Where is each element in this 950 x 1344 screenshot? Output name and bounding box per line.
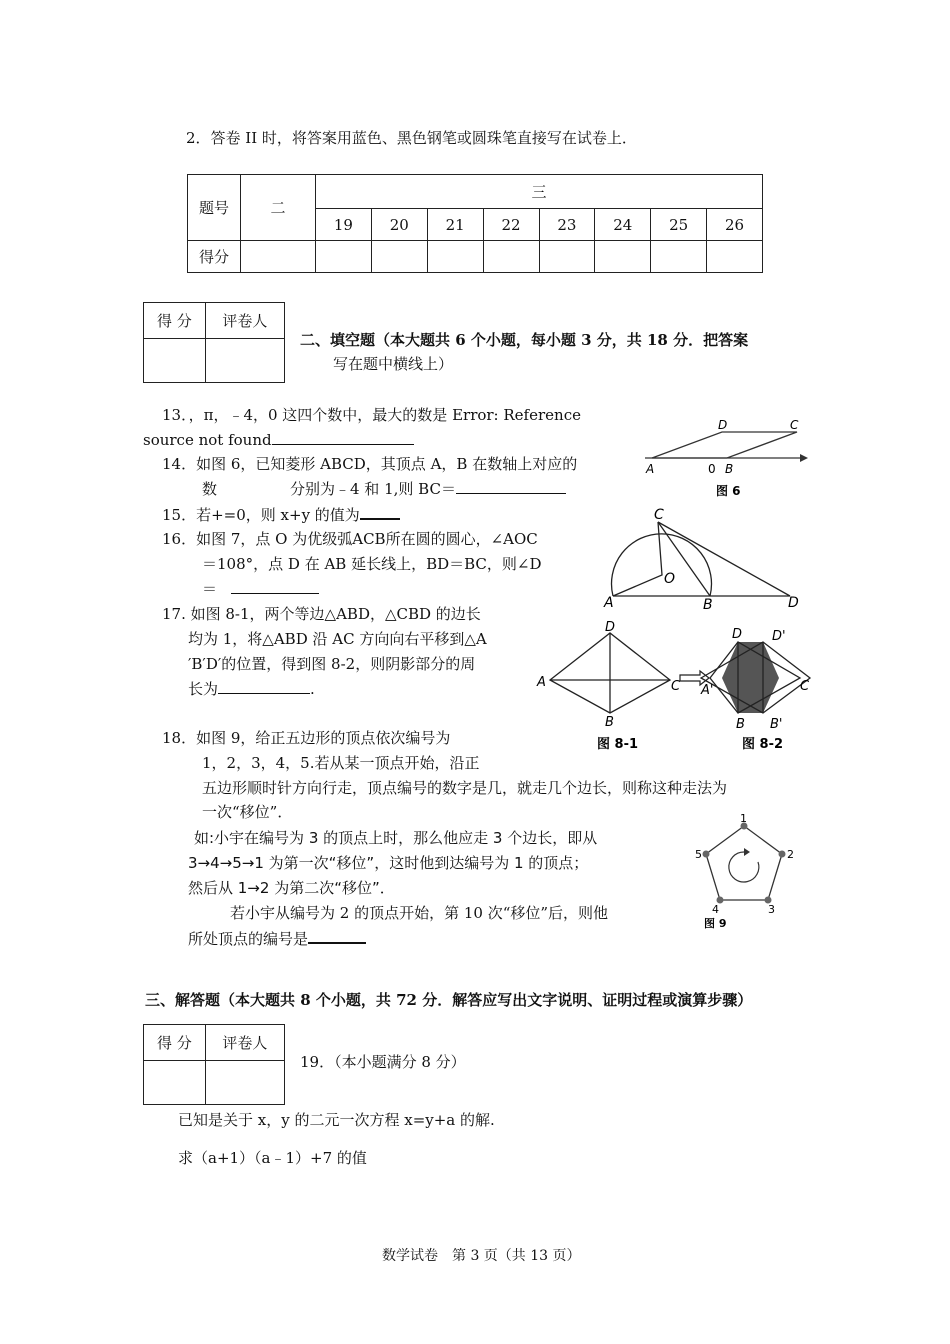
grader-name-label: 评卷人 [205, 1025, 284, 1061]
clockwise-arrow-icon [729, 852, 759, 882]
score-cell[interactable] [707, 241, 763, 273]
fig6-caption: 图 6 [716, 484, 741, 498]
grader-score-label: 得 分 [144, 1025, 206, 1061]
q16-text: ＝ [202, 580, 218, 598]
label-d: D [718, 418, 728, 432]
score-table [187, 174, 763, 273]
q17-answer-blank[interactable] [218, 677, 310, 694]
q13-answer-blank[interactable] [272, 428, 414, 445]
instruction-2: 2．答卷 II 时，将答案用蓝色、黑色钢笔或圆珠笔直接写在试卷上． [186, 129, 637, 147]
score-cell[interactable] [241, 241, 316, 273]
fig9-caption: 图 9 [704, 917, 727, 930]
score-cell[interactable] [595, 241, 651, 273]
q15-answer-blank[interactable] [360, 502, 400, 520]
score-cell[interactable] [539, 241, 595, 273]
grader-name-cell[interactable] [205, 339, 284, 383]
vertex-2 [779, 851, 786, 858]
label-5: 5 [695, 848, 702, 861]
q-number: 25 [651, 209, 707, 241]
section3-title: 三、解答题（本大题共 8 个小题，共 72 分．解答应写出文字说明、证明过程或演算步骤） [145, 991, 753, 1009]
label-b: B [725, 462, 734, 476]
label-b-prime: B' [770, 717, 783, 732]
label-4: 4 [712, 903, 719, 916]
arrow-head [744, 848, 750, 856]
q18-answer-blank[interactable] [308, 926, 366, 944]
label-1: 1 [740, 812, 747, 825]
q14-line2a: 数 [202, 480, 218, 498]
q17-text: 长为 [188, 680, 219, 698]
grader-score-label: 得 分 [144, 303, 206, 339]
label-c: C [654, 507, 664, 523]
label-a: A [604, 595, 614, 611]
q17-line4: 长为 . [188, 677, 315, 701]
grader-name-label: 评卷人 [205, 303, 284, 339]
q18-line3: 五边形顺时针方向行走，顶点编号的数字是几，就走几个边长，则称这种走法为 [202, 779, 728, 797]
q-number: 19 [316, 209, 372, 241]
figure-8 [535, 620, 815, 755]
q18-line1: 18．如图 9，给正五边形的顶点依次编号为 [162, 729, 451, 747]
q17-line1: 17. 如图 8-1，两个等边△ABD，△CBD 的边长 [162, 605, 481, 623]
label-c: C [800, 679, 810, 694]
label-b: B [736, 717, 745, 732]
label-b: B [605, 715, 614, 730]
q16-answer-blank[interactable] [231, 577, 319, 594]
q19-given: 已知是关于 x，y 的二元一次方程 x=y+a 的解. [178, 1111, 495, 1129]
q14-line1: 14．如图 6，已知菱形 ABCD，其顶点 A，B 在数轴上对应的 [162, 455, 578, 473]
q19-head: 19．（本小题满分 8 分） [300, 1053, 466, 1071]
label-d: D [788, 595, 799, 611]
grader-score-cell[interactable] [144, 339, 206, 383]
label-d-prime: D' [772, 629, 786, 644]
grader-score-cell[interactable] [144, 1061, 206, 1105]
row-label: 题号 [188, 175, 241, 241]
label-2: 2 [787, 848, 794, 861]
axis-arrow [800, 454, 808, 462]
q18-line2: 1，2，3，4，5.若从某一顶点开始，沿正 [202, 754, 480, 772]
figure-7 [600, 505, 812, 620]
q16-line1: 16．如图 7，点 O 为优级弧ACB所在圆的圆心，∠AOC [162, 530, 538, 548]
q-number: 20 [371, 209, 427, 241]
q18-ask2 [188, 926, 366, 951]
q18-ask1: 若小宇从编号为 2 的顶点开始，第 10 次“移位”后，则他 [230, 904, 609, 922]
label-d: D [605, 620, 616, 635]
q16-line3 [202, 577, 319, 601]
q13-text: source not found [143, 431, 272, 449]
grader-name-cell[interactable] [205, 1061, 284, 1105]
angle-aoc [613, 522, 662, 596]
label-c: C [671, 679, 681, 694]
q-number: 21 [427, 209, 483, 241]
score-label: 得分 [188, 241, 241, 273]
q13-line2 [143, 428, 414, 452]
section2-title-cont: 写在题中横线上） [333, 355, 454, 373]
score-cell[interactable] [371, 241, 427, 273]
q-number: 22 [483, 209, 539, 241]
q-number: 23 [539, 209, 595, 241]
figure-9 [692, 812, 802, 932]
q18-example3: 然后从 1→2 为第二次“移位”． [188, 879, 395, 897]
score-cell[interactable] [427, 241, 483, 273]
label-0: 0 [708, 462, 716, 476]
label-a: A [646, 462, 655, 476]
vertex-5 [703, 851, 710, 858]
pentagon [706, 826, 782, 900]
grader-box [143, 302, 285, 383]
q15-line1 [162, 502, 400, 527]
q-number: 24 [595, 209, 651, 241]
fig82-caption: 图 8-2 [742, 737, 784, 752]
label-a-prime: A' [701, 683, 714, 698]
label-b: B [703, 597, 713, 613]
score-cell[interactable] [316, 241, 372, 273]
page-footer: 数学试卷 第 3 页（共 13 页） [382, 1248, 581, 1264]
q14-text: 分别为﹣4 和 1,则 BC＝ [290, 480, 456, 498]
label-a: A [537, 675, 546, 690]
fig81-caption: 图 8-1 [597, 737, 639, 752]
q13-line1: 13．，π，﹣4，0 这四个数中，最大的数是 Error: Reference [162, 406, 581, 424]
part2-header: 二 [241, 175, 316, 241]
q14-answer-blank[interactable] [456, 477, 566, 494]
q18-example1: 如:小宇在编号为 3 的顶点上时，那么他应走 3 个边长，即从 [194, 829, 598, 847]
q-number: 26 [707, 209, 763, 241]
rhombus-abcd [652, 432, 797, 458]
line-cd [658, 522, 790, 596]
score-cell[interactable] [483, 241, 539, 273]
section2-title: 二、填空题（本大题共 6 个小题，每小题 3 分，共 18 分．把答案 [300, 331, 749, 349]
part3-header: 三 [316, 175, 763, 209]
label-3: 3 [768, 903, 775, 916]
label-d: D [732, 627, 743, 642]
label-o: O [664, 571, 676, 587]
q18-text: 所处顶点的编号是 [188, 930, 309, 948]
q18-example2: 3→4→5→1 为第一次“移位”，这时他到达编号为 1 的顶点； [188, 854, 589, 872]
q18-line4: 一次“移位”． [202, 803, 293, 821]
shaded-hexagon [722, 642, 779, 713]
q17-line3: ′B′D′的位置，得到图 8-2，则阴影部分的周 [188, 655, 476, 673]
q17-line2: 均为 1，将△ABD 沿 AC 方向向右平移到△A [188, 630, 487, 648]
grader-box-2 [143, 1024, 285, 1105]
q15-text: 15．若+=0，则 x+y 的值为 [162, 506, 360, 524]
label-c: C [790, 418, 799, 432]
figure-6 [640, 412, 810, 502]
q14-line2b [290, 477, 566, 501]
q19-ask: 求（a+1）（a﹣1）+7 的值 [178, 1149, 367, 1167]
q16-line2: ＝108°，点 D 在 AB 延长线上，BD＝BC，则∠D [202, 555, 542, 573]
score-cell[interactable] [651, 241, 707, 273]
